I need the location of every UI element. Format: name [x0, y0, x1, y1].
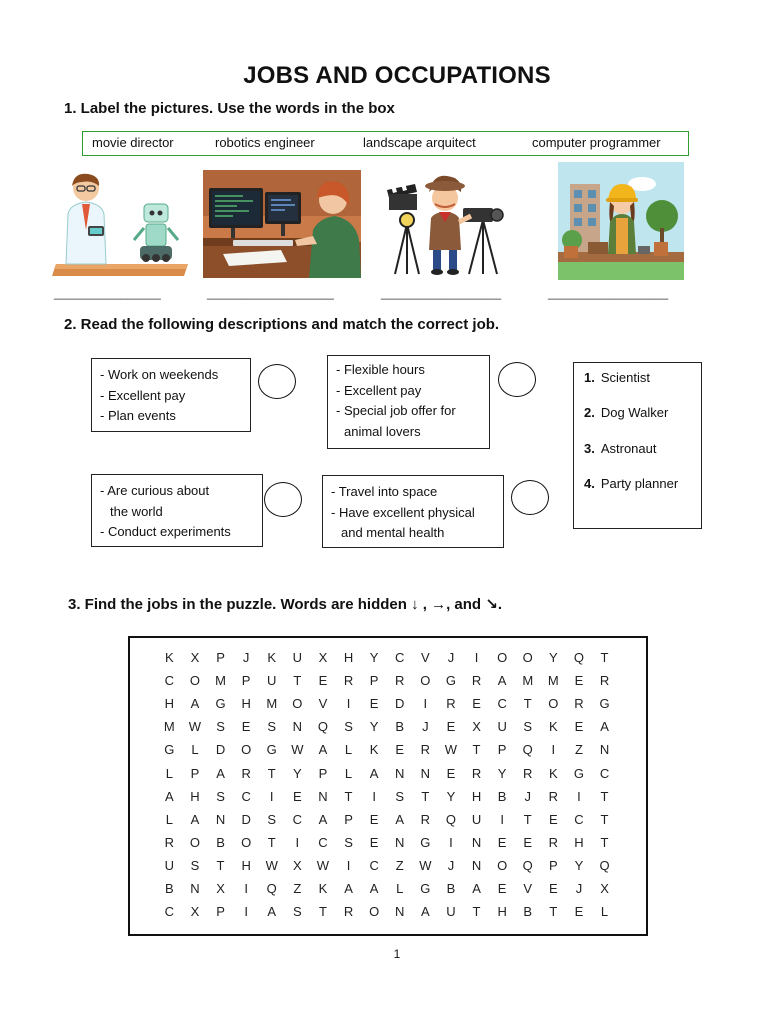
puzzle-letter[interactable]: E: [497, 834, 507, 850]
puzzle-letter[interactable]: P: [344, 811, 353, 827]
puzzle-letter[interactable]: Z: [574, 742, 583, 758]
page-number: 1: [393, 947, 401, 961]
puzzle-letter[interactable]: X: [600, 881, 609, 896]
puzzle-letter[interactable]: U: [497, 719, 507, 735]
puzzle-letter[interactable]: U: [292, 650, 303, 665]
puzzle-letter[interactable]: P: [241, 673, 251, 689]
puzzle-letter[interactable]: W: [188, 719, 202, 735]
puzzle-letter[interactable]: S: [190, 857, 200, 873]
puzzle-letter[interactable]: O: [189, 834, 200, 850]
puzzle-letter[interactable]: I: [346, 696, 351, 712]
puzzle-letter[interactable]: T: [549, 904, 558, 920]
puzzle-letter[interactable]: W: [291, 742, 304, 758]
puzzle-letter[interactable]: V: [421, 650, 430, 665]
description-line: - Plan events: [100, 408, 176, 423]
puzzle-letter[interactable]: L: [165, 811, 173, 827]
puzzle-letter[interactable]: I: [346, 857, 351, 873]
puzzle-letter[interactable]: N: [318, 788, 328, 804]
puzzle-letter[interactable]: L: [165, 765, 173, 781]
description-line: - Travel into space: [331, 484, 438, 499]
puzzle-letter[interactable]: L: [396, 881, 404, 896]
puzzle-letter[interactable]: R: [471, 765, 482, 781]
puzzle-letter[interactable]: C: [164, 673, 175, 689]
description-line: - Excellent pay: [100, 387, 186, 403]
puzzle-letter[interactable]: E: [369, 811, 379, 827]
puzzle-letter[interactable]: L: [191, 742, 199, 758]
section3-heading: 3. Find the jobs in the puzzle. Words are hidden ↓ , →, and ↘.: [68, 596, 502, 613]
puzzle-letter[interactable]: G: [215, 696, 226, 712]
puzzle-letter[interactable]: C: [599, 765, 610, 781]
puzzle-letter[interactable]: H: [574, 834, 584, 850]
job-list: [573, 362, 702, 529]
puzzle-letter[interactable]: S: [267, 811, 277, 827]
puzzle-letter[interactable]: W: [316, 857, 330, 873]
puzzle-letter[interactable]: N: [395, 834, 405, 850]
puzzle-letter[interactable]: W: [265, 857, 278, 873]
puzzle-letter[interactable]: S: [267, 719, 277, 735]
puzzle-letter[interactable]: E: [446, 765, 456, 781]
puzzle-letter[interactable]: D: [241, 811, 251, 827]
puzzle-letter[interactable]: E: [574, 719, 584, 735]
puzzle-letter[interactable]: E: [574, 904, 584, 920]
answer-circle[interactable]: [498, 362, 536, 397]
puzzle-letter[interactable]: U: [471, 811, 482, 827]
puzzle-letter[interactable]: X: [472, 719, 481, 735]
puzzle-letter[interactable]: C: [574, 811, 584, 827]
puzzle-letter[interactable]: Z: [293, 881, 302, 896]
puzzle-letter[interactable]: R: [420, 742, 431, 758]
puzzle-letter[interactable]: N: [471, 834, 482, 850]
puzzle-letter[interactable]: J: [242, 650, 250, 665]
puzzle-letter[interactable]: G: [573, 765, 584, 781]
word-box-item: computer programmer: [532, 135, 661, 150]
puzzle-letter[interactable]: S: [216, 719, 225, 735]
puzzle-letter[interactable]: T: [472, 742, 481, 758]
description-line: - Have excellent physical: [331, 504, 475, 520]
job-item-party-planner: 4. Party planner: [584, 476, 679, 491]
puzzle-letter[interactable]: U: [267, 673, 277, 689]
puzzle-letter[interactable]: I: [474, 650, 479, 665]
puzzle-letter[interactable]: Q: [317, 719, 328, 735]
puzzle-letter[interactable]: M: [163, 719, 175, 735]
puzzle-letter[interactable]: J: [447, 857, 455, 873]
puzzle-letter[interactable]: R: [395, 673, 405, 689]
puzzle-letter[interactable]: T: [600, 788, 609, 804]
puzzle-letter[interactable]: A: [395, 811, 405, 827]
puzzle-letter[interactable]: C: [395, 650, 405, 665]
description-line: - Special job offer for: [336, 403, 456, 418]
puzzle-letter[interactable]: D: [395, 696, 405, 712]
puzzle-letter[interactable]: A: [318, 811, 328, 827]
description-line: - Work on weekends: [100, 367, 219, 382]
puzzle-letter[interactable]: Y: [369, 719, 379, 735]
puzzle-letter[interactable]: O: [522, 650, 533, 665]
puzzle-letter[interactable]: T: [600, 834, 609, 850]
job-item-astronaut: 3. Astronaut: [584, 441, 657, 456]
puzzle-letter[interactable]: T: [523, 811, 532, 827]
computer-programmer-illustration: [203, 170, 361, 278]
puzzle-letter[interactable]: A: [497, 673, 507, 689]
puzzle-letter[interactable]: C: [241, 788, 251, 804]
puzzle-letter[interactable]: T: [600, 650, 609, 665]
puzzle-letter[interactable]: P: [549, 857, 558, 873]
puzzle-letter[interactable]: C: [292, 811, 303, 827]
puzzle-letter[interactable]: I: [244, 904, 248, 920]
puzzle-letter[interactable]: S: [216, 788, 225, 804]
puzzle-letter[interactable]: O: [420, 673, 431, 689]
puzzle-letter[interactable]: O: [548, 696, 559, 712]
answer-circle[interactable]: [258, 364, 296, 399]
puzzle-letter[interactable]: I: [500, 811, 504, 827]
puzzle-letter[interactable]: V: [523, 881, 533, 896]
puzzle-letter[interactable]: A: [369, 765, 379, 781]
puzzle-letter[interactable]: C: [318, 834, 328, 850]
puzzle-letter[interactable]: H: [343, 650, 354, 665]
word-box-item: landscape arquitect: [363, 135, 476, 150]
puzzle-letter[interactable]: J: [422, 719, 429, 735]
puzzle-letter[interactable]: S: [344, 834, 353, 850]
puzzle-letter[interactable]: I: [577, 788, 581, 804]
puzzle-letter[interactable]: K: [369, 742, 379, 758]
puzzle-letter[interactable]: K: [549, 719, 558, 735]
puzzle-letter[interactable]: T: [523, 696, 532, 712]
puzzle-letter[interactable]: E: [369, 696, 379, 712]
puzzle-letter[interactable]: Q: [522, 742, 533, 758]
puzzle-letter[interactable]: H: [497, 904, 507, 920]
description-box: [91, 358, 251, 432]
puzzle-letter[interactable]: Z: [395, 857, 404, 873]
word-search-grid: [128, 636, 648, 936]
puzzle-letter[interactable]: C: [497, 696, 507, 712]
puzzle-letter[interactable]: O: [189, 673, 200, 689]
puzzle-letter[interactable]: G: [445, 673, 456, 689]
puzzle-letter[interactable]: J: [575, 881, 583, 896]
description-box: [322, 475, 504, 548]
puzzle-letter[interactable]: I: [244, 881, 248, 896]
puzzle-letter[interactable]: S: [344, 719, 353, 735]
job-item-dog-walker: 2. Dog Walker: [584, 405, 669, 420]
answer-blank[interactable]: __________________: [548, 286, 669, 300]
puzzle-letter[interactable]: C: [164, 904, 175, 920]
puzzle-letter[interactable]: M: [547, 673, 559, 689]
puzzle-letter[interactable]: E: [549, 881, 558, 896]
puzzle-letter[interactable]: N: [395, 904, 405, 920]
puzzle-letter[interactable]: Y: [497, 765, 507, 781]
puzzle-letter[interactable]: U: [164, 857, 175, 873]
section2-heading: 2. Read the following descriptions and match the correct job.: [64, 316, 500, 333]
puzzle-letter[interactable]: T: [344, 788, 353, 804]
puzzle-letter[interactable]: T: [267, 834, 276, 850]
robotics-engineer-illustration: [52, 170, 192, 278]
puzzle-letter[interactable]: X: [190, 904, 200, 920]
puzzle-letter[interactable]: Q: [599, 857, 610, 873]
puzzle-letter[interactable]: E: [241, 719, 251, 735]
puzzle-letter[interactable]: A: [344, 881, 353, 896]
puzzle-letter[interactable]: C: [369, 857, 379, 873]
answer-blank[interactable]: ___________________: [207, 286, 334, 300]
puzzle-letter[interactable]: A: [318, 742, 328, 758]
puzzle-letter[interactable]: Q: [522, 857, 533, 873]
puzzle-letter[interactable]: H: [241, 857, 251, 873]
puzzle-letter[interactable]: B: [165, 881, 174, 896]
puzzle-letter[interactable]: I: [372, 788, 376, 804]
puzzle-letter[interactable]: A: [216, 765, 225, 781]
puzzle-letter[interactable]: R: [548, 788, 559, 804]
puzzle-letter[interactable]: I: [423, 696, 428, 712]
puzzle-letter[interactable]: E: [574, 673, 584, 689]
puzzle-letter[interactable]: Q: [266, 881, 277, 896]
puzzle-letter[interactable]: E: [293, 788, 302, 804]
puzzle-letter[interactable]: B: [446, 881, 456, 896]
puzzle-letter[interactable]: R: [599, 673, 610, 689]
puzzle-letter[interactable]: T: [267, 765, 276, 781]
word-box-item: robotics engineer: [215, 135, 315, 150]
description-line: - Conduct experiments: [100, 524, 231, 539]
puzzle-letter[interactable]: T: [421, 788, 430, 804]
puzzle-letter[interactable]: O: [369, 904, 380, 920]
puzzle-letter[interactable]: T: [216, 857, 225, 873]
puzzle-letter[interactable]: N: [395, 765, 405, 781]
puzzle-letter[interactable]: E: [523, 834, 533, 850]
description-line: animal lovers: [344, 423, 421, 439]
puzzle-letter[interactable]: N: [190, 881, 200, 896]
description-line: - Are curious about: [100, 483, 210, 498]
puzzle-letter[interactable]: H: [164, 696, 175, 712]
puzzle-letter[interactable]: R: [164, 834, 175, 850]
puzzle-letter[interactable]: P: [318, 765, 328, 781]
puzzle-letter[interactable]: I: [449, 834, 453, 850]
puzzle-letter[interactable]: B: [216, 834, 225, 850]
puzzle-letter[interactable]: E: [318, 673, 328, 689]
puzzle-letter[interactable]: S: [293, 904, 302, 920]
puzzle-letter[interactable]: I: [295, 834, 300, 850]
puzzle-letter[interactable]: P: [216, 650, 225, 665]
puzzle-letter[interactable]: D: [215, 742, 226, 758]
puzzle-letter[interactable]: T: [293, 673, 302, 689]
puzzle-letter[interactable]: S: [395, 788, 405, 804]
puzzle-letter[interactable]: X: [318, 650, 328, 665]
puzzle-letter[interactable]: A: [472, 881, 481, 896]
movie-director-illustration: [385, 170, 510, 278]
puzzle-letter[interactable]: X: [216, 881, 225, 896]
puzzle-letter[interactable]: G: [420, 834, 431, 850]
puzzle-letter[interactable]: K: [267, 650, 277, 665]
puzzle-letter[interactable]: R: [471, 673, 482, 689]
puzzle-letter[interactable]: B: [395, 719, 405, 735]
puzzle-letter[interactable]: T: [318, 904, 327, 920]
puzzle-letter[interactable]: W: [444, 742, 458, 758]
puzzle-letter[interactable]: N: [215, 811, 226, 827]
puzzle-letter[interactable]: L: [344, 742, 353, 758]
puzzle-letter[interactable]: N: [599, 742, 610, 758]
puzzle-letter[interactable]: G: [164, 742, 175, 758]
answer-blank[interactable]: __________________: [381, 286, 502, 300]
puzzle-letter[interactable]: E: [497, 881, 507, 896]
puzzle-letter[interactable]: M: [215, 673, 226, 689]
puzzle-letter[interactable]: E: [446, 719, 456, 735]
puzzle-letter[interactable]: A: [165, 788, 174, 804]
puzzle-letter[interactable]: K: [549, 765, 558, 781]
puzzle-letter[interactable]: J: [447, 650, 455, 665]
puzzle-letter[interactable]: O: [241, 834, 252, 850]
puzzle-letter[interactable]: R: [523, 765, 533, 781]
puzzle-letter[interactable]: I: [551, 742, 556, 758]
puzzle-letter[interactable]: E: [549, 811, 558, 827]
puzzle-letter[interactable]: H: [471, 788, 482, 804]
description-line: - Flexible hours: [336, 362, 425, 377]
answer-circle[interactable]: [511, 480, 549, 515]
puzzle-letter[interactable]: Y: [549, 650, 558, 665]
puzzle-letter[interactable]: J: [524, 788, 531, 804]
puzzle-letter[interactable]: O: [497, 650, 508, 665]
description-line: the world: [110, 503, 163, 519]
puzzle-letter[interactable]: A: [369, 881, 379, 896]
puzzle-letter[interactable]: W: [419, 857, 432, 873]
puzzle-letter[interactable]: P: [216, 904, 225, 920]
puzzle-letter[interactable]: U: [446, 904, 456, 920]
puzzle-letter[interactable]: E: [472, 696, 481, 712]
puzzle-letter[interactable]: I: [269, 788, 274, 804]
puzzle-letter[interactable]: T: [472, 904, 481, 920]
puzzle-letter[interactable]: X: [293, 857, 302, 873]
puzzle-letter[interactable]: M: [522, 673, 534, 689]
puzzle-letter[interactable]: A: [600, 719, 609, 735]
puzzle-letter[interactable]: N: [292, 719, 303, 735]
puzzle-letter[interactable]: N: [471, 857, 482, 873]
puzzle-letter[interactable]: L: [600, 904, 609, 920]
answer-circle[interactable]: [264, 482, 302, 517]
puzzle-letter[interactable]: L: [344, 765, 353, 781]
puzzle-letter[interactable]: R: [343, 673, 354, 689]
description-box: [327, 355, 490, 449]
word-box-item: movie director: [92, 135, 174, 150]
puzzle-letter[interactable]: A: [421, 904, 430, 920]
puzzle-letter[interactable]: Q: [573, 650, 584, 665]
puzzle-letter[interactable]: G: [266, 742, 277, 758]
section1-heading: 1. Label the pictures. Use the words in the box: [64, 100, 395, 117]
puzzle-letter[interactable]: A: [190, 811, 200, 827]
puzzle-letter[interactable]: G: [420, 881, 431, 896]
puzzle-letter[interactable]: O: [292, 696, 303, 712]
puzzle-letter[interactable]: B: [497, 788, 507, 804]
puzzle-letter[interactable]: O: [241, 742, 252, 758]
puzzle-letter[interactable]: O: [497, 857, 508, 873]
description-line: and mental health: [341, 525, 445, 540]
word-box: [82, 131, 689, 156]
puzzle-letter[interactable]: R: [343, 904, 354, 920]
puzzle-letter[interactable]: N: [420, 765, 431, 781]
puzzle-letter[interactable]: G: [599, 696, 610, 712]
puzzle-letter[interactable]: R: [241, 765, 251, 781]
puzzle-letter[interactable]: A: [190, 696, 200, 712]
puzzle-letter[interactable]: E: [395, 742, 405, 758]
description-box: [91, 474, 263, 547]
puzzle-letter[interactable]: V: [318, 696, 328, 712]
puzzle-letter[interactable]: R: [548, 834, 559, 850]
puzzle-letter[interactable]: E: [369, 834, 379, 850]
puzzle-letter[interactable]: R: [574, 696, 584, 712]
puzzle-letter[interactable]: Y: [293, 765, 302, 781]
answer-blank[interactable]: ________________: [54, 286, 161, 300]
puzzle-letter[interactable]: X: [190, 650, 200, 665]
puzzle-letter[interactable]: B: [523, 904, 533, 920]
puzzle-letter[interactable]: M: [266, 696, 278, 712]
puzzle-letter[interactable]: Y: [574, 857, 584, 873]
puzzle-letter[interactable]: Q: [445, 811, 456, 827]
puzzle-letter[interactable]: H: [190, 788, 200, 804]
puzzle-letter[interactable]: K: [318, 881, 328, 896]
puzzle-letter[interactable]: T: [600, 811, 609, 827]
puzzle-letter[interactable]: Y: [369, 650, 379, 665]
description-line: - Excellent pay: [336, 382, 422, 398]
page-title: JOBS AND OCCUPATIONS: [243, 62, 551, 89]
puzzle-letter[interactable]: R: [446, 696, 456, 712]
puzzle-letter[interactable]: H: [241, 696, 251, 712]
puzzle-letter[interactable]: P: [369, 673, 379, 689]
puzzle-letter[interactable]: R: [420, 811, 431, 827]
puzzle-letter[interactable]: P: [190, 765, 200, 781]
puzzle-letter[interactable]: S: [523, 719, 533, 735]
landscape-architect-illustration: [558, 162, 684, 280]
puzzle-letter[interactable]: Y: [446, 788, 456, 804]
puzzle-letter[interactable]: K: [165, 650, 174, 665]
puzzle-letter[interactable]: A: [267, 904, 277, 920]
job-item-scientist: 1. Scientist: [584, 370, 650, 385]
puzzle-letter[interactable]: P: [497, 742, 507, 758]
